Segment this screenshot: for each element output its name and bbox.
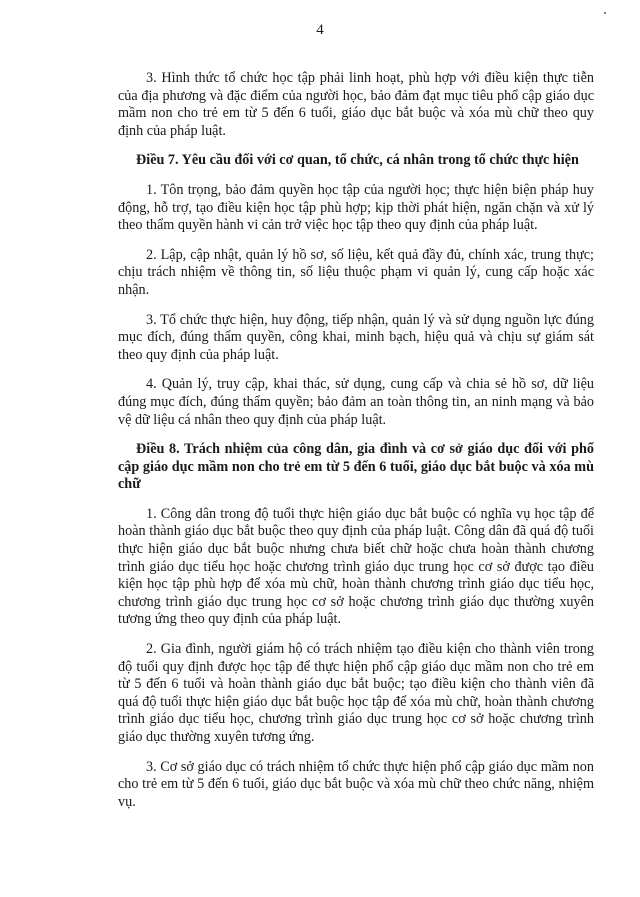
article-8-heading: Điều 8. Trách nhiệm của công dân, gia đình và cơ sở giáo dục đối với phổ cập giáo dục mầm non cho trẻ em từ 5 đến 6 tuổi, giáo dục bắt buộc và xóa mù chữ (118, 441, 594, 493)
paragraph-art6-clause3: 3. Hình thức tổ chức học tập phải linh hoạt, phù hợp với điều kiện thực tiễn của địa phương và đặc điểm của người học, bảo đảm đạt mục tiêu phổ cập giáo dục mầm non cho trẻ em từ 5 đến 6 tuổi, giáo dục bắt buộc và xóa mù chữ theo quy định của pháp luật. (118, 70, 594, 139)
page-number: 4 (316, 22, 324, 38)
paragraph-art7-clause2: 2. Lập, cập nhật, quản lý hồ sơ, số liệu, kết quả đầy đủ, chính xác, trung thực; chịu trách nhiệm về thông tin, số liệu thuộc phạm vi quản lý, cung cấp hoặc xác nhận. (118, 246, 594, 298)
scan-speck (604, 12, 606, 14)
paragraph-art7-clause1: 1. Tôn trọng, bảo đảm quyền học tập của người học; thực hiện biện pháp huy động, hỗ trợ, tạo điều kiện học tập phù hợp; kịp thời phát hiện, ngăn chặn và xử lý theo thẩm quyền hành vi cản trở việc học tập theo quy định của pháp luật. (118, 181, 594, 234)
paragraph-art7-clause4: 4. Quản lý, truy cập, khai thác, sử dụng, cung cấp và chia sẻ hồ sơ, dữ liệu đúng mục đích, đúng thẩm quyền; bảo đảm an toàn thông tin, an ninh mạng và bảo vệ dữ liệu cá nhân theo quy định của pháp luật. (118, 376, 594, 428)
article-7-heading: Điều 7. Yêu cầu đối với cơ quan, tổ chức, cá nhân trong tổ chức thực hiện (136, 152, 579, 169)
paragraph-art8-clause3: 3. Cơ sở giáo dục có trách nhiệm tổ chức thực hiện phổ cập giáo dục mầm non cho trẻ em từ 5 đến 6 tuổi, giáo dục bắt buộc và xóa mù chữ theo chức năng, nhiệm vụ. (118, 758, 594, 810)
paragraph-art8-clause2: 2. Gia đình, người giám hộ có trách nhiệm tạo điều kiện cho thành viên trong độ tuổi quy định được học tập để thực hiện phổ cập giáo dục mầm non cho trẻ em từ 5 đến 6 tuổi và hoàn thành giáo dục bắt buộc; tạo điều kiện cho thành viên đã quá độ tuổi thực hiện giáo dục bắt buộc học tập để xóa mù chữ, hoàn thành chương trình giáo dục tiểu học, chương trình giáo dục trung học cơ sở hoặc chương trình giáo dục thường xuyên tương ứng. (118, 641, 594, 745)
document-body (118, 70, 594, 823)
paragraph-art7-clause3: 3. Tổ chức thực hiện, huy động, tiếp nhận, quản lý và sử dụng nguồn lực đúng mục đích, đúng thẩm quyền, công khai, minh bạch, hiệu quả và chịu sự giám sát theo quy định của pháp luật. (118, 311, 594, 363)
paragraph-art8-clause1: 1. Công dân trong độ tuổi thực hiện giáo dục bắt buộc có nghĩa vụ học tập để hoàn thành giáo dục bắt buộc theo quy định của pháp luật. Công dân đã quá độ tuổi thực hiện giáo dục bắt buộc nhưng chưa biết chữ hoặc chưa hoàn thành chương trình giáo dục tiểu học hoặc chương trình giáo dục trung học cơ sở được tạo điều kiện học tập phù hợp để xóa mù chữ, hoàn thành chương trình giáo dục tiểu học, chương trình giáo dục trung học cơ sở hoặc chương trình giáo dục thường xuyên tương ứng theo quy định của pháp luật. (118, 505, 594, 628)
